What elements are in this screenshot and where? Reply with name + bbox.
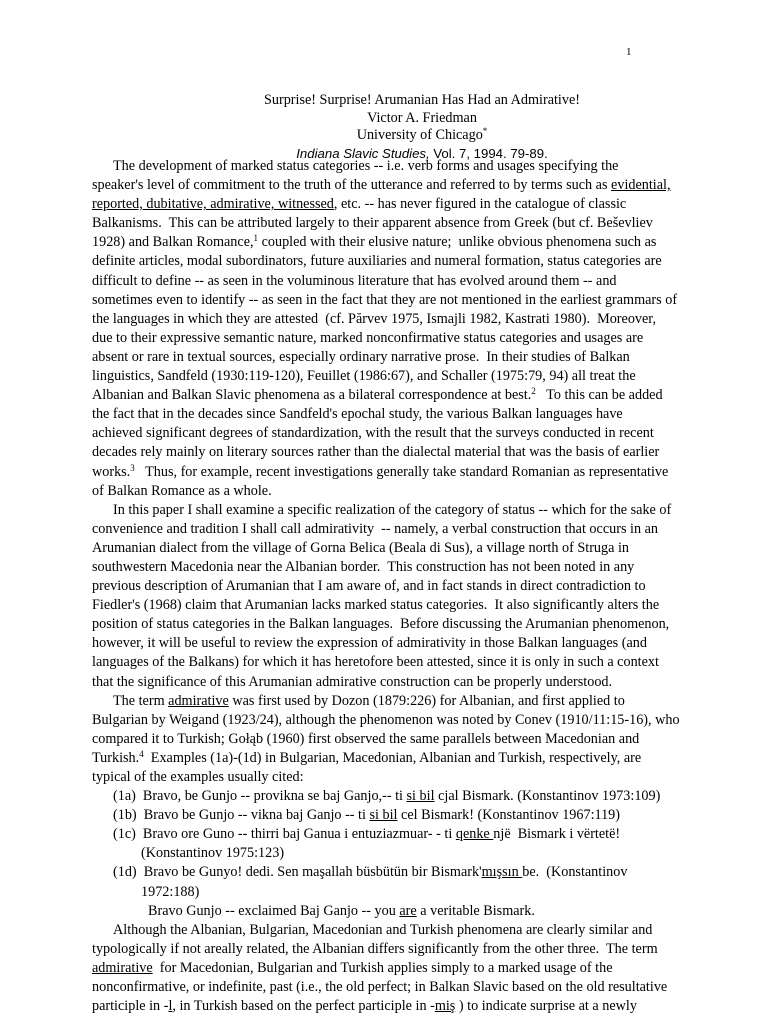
text-line (92, 978, 770, 997)
text-segment: , in Turkish based on the perfect participle in - (172, 998, 435, 1015)
text-line (92, 272, 770, 291)
underlined-term: admirative (168, 692, 229, 709)
underlined-term: qenke (455, 826, 494, 843)
text-segment: cel Bismark! (Konstantinov 1967:119) (397, 807, 620, 824)
underlined-term: are (399, 902, 417, 919)
text-segment: the fact that in the decades since Sandfeld's epochal study, the various Balkan languages have (92, 406, 623, 423)
text-segment: , etc. -- has never figured in the catalogue of classic (333, 196, 627, 213)
text-segment: decades rely mainly on literary sources rather than the dialectal material that was the basis of earlier (92, 444, 660, 461)
text-segment: previous description of Arumanian that I am aware of, and in fact stands in direct contradiction to (92, 578, 646, 595)
text-segment: languages of the Balkans) for which it has heretofore been attested, since it is only in such a context (92, 654, 659, 671)
text-segment: cjal Bismark. (Konstantinov 1973:109) (434, 788, 661, 805)
text-line (92, 348, 770, 367)
text-segment: 1972:188) (141, 883, 200, 900)
text-segment: linguistics, Sandfeld (1930:119-120), Feuillet (1986:67), and Schaller (1975:79, 94) all treat the (92, 368, 636, 385)
text-line (92, 424, 770, 443)
text-line (92, 291, 770, 310)
text-line (92, 692, 770, 711)
text-segment: position of status categories in the Balkan languages. Before discussing the Arumanian phenomenon, (92, 616, 670, 633)
text-segment: convenience and tradition I shall call admirativity -- namely, a verbal construction that occurs in an (92, 520, 658, 537)
text-segment: 1928) and Balkan Romance, (92, 234, 254, 251)
underlined-term: reported, dubitative, admirative, witnessed (92, 196, 334, 213)
text-segment: difficult to define -- as seen in the voluminous literature that has evolved around them -- and (92, 272, 617, 289)
text-segment: due to their expressive semantic nature, marked nonconfirmative status categories and usages are (92, 329, 644, 346)
text-segment: was first used by Dozon (1879:226) for Albanian, and first applied to (228, 692, 625, 709)
article-body (92, 157, 770, 1016)
affiliation-name: University of Chicago (356, 127, 483, 143)
text-line (92, 463, 770, 482)
text-line (92, 959, 770, 978)
text-line (92, 844, 770, 863)
text-segment: Bravo Gunjo -- exclaimed Baj Ganjo -- you (148, 902, 400, 919)
text-segment: Turkish. (92, 749, 140, 766)
text-segment: The term (113, 692, 169, 709)
text-segment: To this can be added (535, 387, 663, 404)
text-line (92, 482, 770, 501)
text-segment: një Bismark i vërtetë! (493, 826, 621, 843)
underlined-term: si bil (369, 807, 398, 824)
text-line (92, 252, 770, 271)
text-segment: Bulgarian by Weigand (1923/24), although the phenomenon was noted by Conev (1910/11:15-16), who (92, 711, 680, 728)
text-line (92, 768, 770, 787)
text-line (92, 749, 770, 768)
journal-details: Vol. 7, 1994. 79-89. (429, 145, 548, 161)
text-segment: definite articles, modal subordinators, future auxiliaries and numeral formation, status categories are (92, 253, 662, 270)
text-line (92, 558, 770, 577)
text-line (92, 386, 770, 405)
text-segment: compared it to Turkish; Gołąb (1960) first observed the same parallels between Macedonian and (92, 730, 640, 747)
text-line (92, 539, 770, 558)
text-segment: In this paper I shall examine a specific realization of the category of status -- which for the sake of (113, 501, 672, 518)
article-header (0, 92, 770, 162)
article-title: Surprise! Surprise! Arumanian Has Had an Admirative! (264, 92, 580, 108)
text-line (92, 673, 770, 692)
text-line (92, 157, 770, 176)
text-segment: Thus, for example, recent investigations generally take standard Romanian as representative (134, 463, 669, 480)
text-line (92, 501, 770, 520)
text-line (92, 634, 770, 653)
underlined-term: mışsın (481, 864, 523, 881)
text-segment: speaker's level of commitment to the truth of the utterance and referred to by terms such as (92, 177, 612, 194)
underlined-term: l (168, 998, 173, 1015)
text-segment: Albanian and Balkan Slavic phenomena as a bilateral correspondence at best. (92, 387, 532, 404)
author-name: Victor A. Friedman (367, 109, 477, 126)
underlined-term: admirative (92, 959, 153, 976)
footnote-ref: 1 (253, 233, 259, 244)
footnote-ref: 4 (139, 748, 144, 759)
text-line (92, 596, 770, 615)
text-segment: (1a) Bravo, be Gunjo -- provikna se baj Ganjo,-- ti (113, 788, 407, 805)
page-number: 1 (626, 46, 632, 58)
text-line (92, 730, 770, 749)
text-segment: The development of marked status categories -- i.e. verb forms and usages specifying the (113, 158, 619, 174)
text-line (92, 997, 770, 1016)
text-segment: participle in - (92, 998, 169, 1015)
journal-name: Indiana Slavic Studies, (296, 145, 430, 161)
text-line (92, 443, 770, 462)
text-line (92, 883, 770, 902)
text-segment: typologically if not areally related, the Albanian differs significantly from the other three. The term (92, 940, 658, 957)
text-line (92, 806, 770, 825)
text-segment: southwestern Macedonia near the Albanian border. This construction has not been noted in any (92, 558, 635, 575)
text-line (92, 825, 770, 844)
text-segment: that the significance of this Arumanian admirative construction can be properly understood. (92, 673, 613, 690)
underlined-term: si bil (406, 788, 435, 805)
footnote-ref: 2 (531, 386, 536, 397)
underlined-term: miş (434, 998, 456, 1015)
text-segment: ) to indicate surprise at a newly (455, 998, 637, 1015)
text-line (92, 940, 770, 959)
text-line (92, 214, 770, 233)
text-segment: (1d) Bravo be Gunyo! dedi. Sen maşallah büsbütün bir Bismark' (113, 864, 482, 881)
text-segment: however, it will be useful to review the expression of admirativity in those Balkan languages (and (92, 635, 647, 652)
text-line (92, 921, 770, 940)
text-segment: be. (Konstantinov (522, 864, 628, 881)
text-segment: Arumanian dialect from the village of Gorna Belica (Beala di Sus), a village north of Struga in (92, 539, 629, 556)
text-line (92, 329, 770, 348)
underlined-term: evidential, (611, 177, 671, 194)
text-segment: works. (92, 463, 131, 480)
text-line (92, 615, 770, 634)
text-line (92, 310, 770, 329)
text-line (92, 787, 770, 806)
text-segment: Fiedler's (1968) claim that Arumanian lacks marked status categories. It also significantly alters the (92, 597, 660, 614)
text-segment: absent or rare in textual sources, especially ordinary narrative prose. In their studies of Balkan (92, 348, 630, 365)
affiliation-footnote-mark: * (482, 126, 488, 136)
text-segment: (1c) Bravo ore Guno -- thirri baj Ganua i entuziazmuar- - ti (113, 826, 456, 843)
text-segment: coupled with their elusive nature; unlike obvious phenomena such as (258, 234, 657, 251)
text-line (92, 711, 770, 730)
text-line (92, 902, 770, 921)
text-line (92, 195, 770, 214)
text-line (92, 405, 770, 424)
text-segment: Although the Albanian, Bulgarian, Macedonian and Turkish phenomena are clearly similar and (113, 921, 653, 938)
affiliation (0, 127, 770, 145)
text-segment: (Konstantinov 1975:123) (141, 845, 285, 862)
text-segment: Balkanisms. This can be attributed largely to their apparent absence from Greek (but cf. Beševliev (92, 215, 653, 232)
text-segment: for Macedonian, Bulgarian and Turkish applies simply to a marked usage of the (152, 959, 613, 976)
text-segment: (1b) Bravo be Gunjo -- vikna baj Ganjo -- ti (113, 807, 370, 824)
text-segment: achieved significant degrees of standardization, with the result that the surveys conducted in recent (92, 425, 654, 442)
text-segment: typical of the examples usually cited: (92, 769, 304, 785)
text-line (92, 176, 770, 195)
text-segment: of Balkan Romance as a whole. (92, 482, 272, 499)
text-line (92, 577, 770, 596)
text-segment: sometimes even to identify -- as seen in the fact that they are not mentioned in the earliest grammars of (92, 291, 678, 308)
text-line (92, 233, 770, 252)
text-segment: a veritable Bismark. (416, 902, 535, 919)
footnote-ref: 3 (130, 462, 135, 473)
text-segment: Examples (1a)-(1d) in Bulgarian, Macedonian, Albanian and Turkish, respectively, are (143, 749, 642, 766)
text-segment: the languages in which they are attested (cf. Părvev 1975, Ismajli 1982, Kastrati 1980). Moreover, (92, 310, 657, 327)
text-line (92, 863, 770, 882)
text-line (92, 520, 770, 539)
text-line (92, 367, 770, 386)
text-line (92, 653, 770, 672)
text-segment: nonconfirmative, or indefinite, past (i.e., the old perfect; in Balkan Slavic based on the old resultative (92, 979, 668, 996)
